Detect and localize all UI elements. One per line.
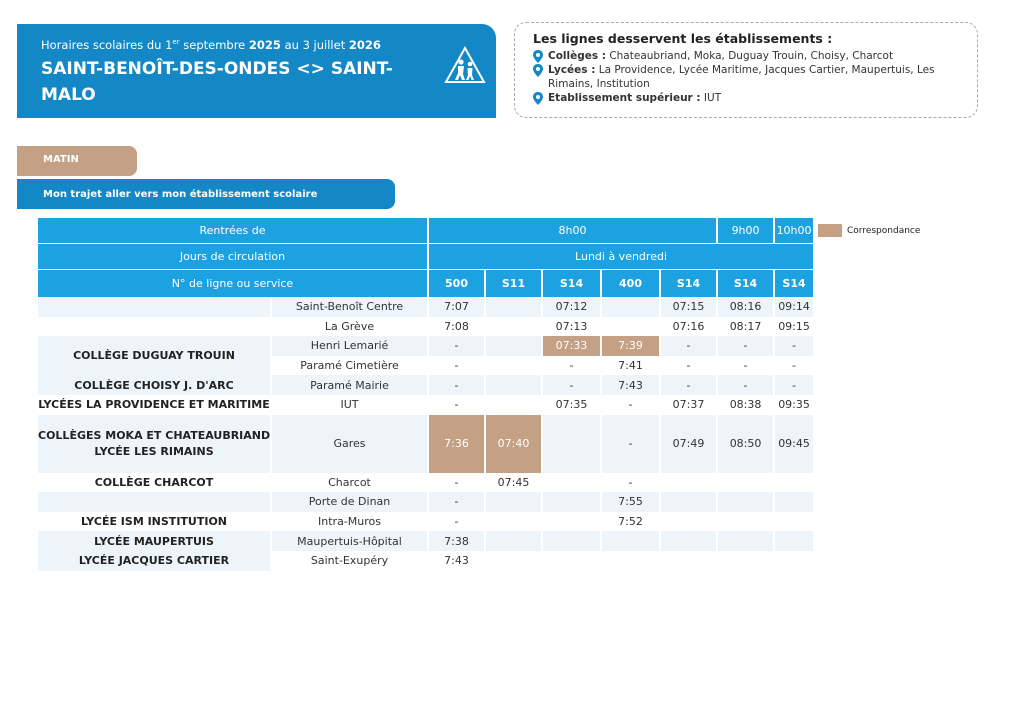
time-cell: 07:35 [555,398,588,412]
lycees-value: La Providence, Lycée Maritime, Jacques Cartier, Maupertuis, Les Rimains, Institution [548,64,935,90]
time-cell [486,492,541,512]
time-cell [775,531,813,551]
stop-name: Porte de Dinan [272,492,427,512]
time-cell: 7:52 [618,515,643,529]
time-cell: - [429,336,484,356]
table-row [38,415,813,473]
header-row-lignes [38,270,813,297]
school-providence: LYCÉES LA PROVIDENCE ET MARITIME [38,398,270,412]
time-cell-correspondance: 7:36 [429,415,484,473]
time-cell-correspondance: 07:40 [486,415,541,473]
table-row [38,531,813,551]
time-cell: 09:45 [775,415,813,473]
header-row-rentrees [38,218,813,244]
time-cell [718,512,773,532]
time-cell [718,492,773,512]
table-row [38,492,813,512]
line-number: S14 [775,270,813,297]
time-cell [543,531,600,551]
time-cell [661,531,716,551]
line-number: S14 [718,270,773,297]
school-moka-line1: COLLÈGES MOKA ET CHATEAUBRIAND [38,428,271,442]
school-moka-line2: LYCÉE LES RIMAINS [94,444,214,458]
stop-name: IUT [340,398,359,412]
time-cell: - [775,375,813,395]
location-pin-icon [533,92,543,105]
rentree-10h: 10h00 [775,218,813,244]
time-cell [486,551,541,571]
stop-name: Paramé Mairie [272,375,427,395]
school-children-icon [444,46,486,84]
time-cell: 7:41 [618,359,643,373]
time-cell: - [775,336,813,356]
time-cell: - [628,475,633,489]
time-cell: - [718,336,773,356]
table-row [38,336,813,356]
table-row [38,297,813,317]
time-cell [661,512,716,532]
time-cell: 09:35 [778,398,810,412]
time-cell: - [454,515,459,529]
time-cell [661,551,716,571]
time-cell: 7:08 [444,319,469,333]
time-cell [602,317,659,337]
time-cell [486,336,541,356]
time-cell [543,512,600,532]
location-pin-icon [533,50,543,63]
time-cell: - [429,375,484,395]
table-row [38,473,813,493]
time-cell: 08:50 [718,415,773,473]
school-cell [38,297,270,317]
time-cell [602,531,659,551]
time-cell: - [661,375,716,395]
table-row [38,395,813,415]
jours-value: Lundi à vendredi [429,244,813,270]
time-cell: 7:43 [602,375,659,395]
period-year-start: 2025 [248,38,281,52]
period-mid: septembre [179,38,249,52]
time-cell: 08:16 [718,297,773,317]
time-cell: 07:16 [672,319,705,333]
colleges-line [533,49,961,63]
period-sup: er [172,38,180,47]
legend [818,224,920,237]
table-row [38,375,813,395]
school-cell [38,317,270,337]
lycees-line [533,63,961,91]
line-number: S11 [486,270,541,297]
header-row-jours [38,244,813,270]
line-number: 500 [429,270,484,297]
time-cell [543,415,600,473]
school-choisy: COLLÈGE CHOISY J. D'ARC [38,375,270,395]
line-number: 400 [602,270,659,297]
trajet-heading: Mon trajet aller vers mon établissement scolaire [17,179,395,209]
time-cell: 07:12 [543,297,600,317]
schedule-table [36,218,815,571]
time-cell: - [543,375,600,395]
time-cell: 7:38 [429,531,484,551]
table-row [38,551,813,571]
school-moka [38,415,270,473]
time-cell [718,531,773,551]
time-cell: - [686,359,691,373]
stop-name: Henri Lemarié [272,336,427,356]
colleges-value: Chateaubriand, Moka, Duguay Trouin, Choisy, Charcot [605,50,894,62]
time-cell: 07:13 [555,319,588,333]
school-maupertuis: LYCÉE MAUPERTUIS [38,531,270,551]
school-cell [38,492,270,512]
stop-name: Gares [272,415,427,473]
time-cell: - [661,336,716,356]
time-cell: 07:49 [661,415,716,473]
colleges-label: Collèges : [548,50,606,62]
time-cell: 09:14 [775,297,813,317]
time-cell [486,395,541,415]
time-cell: - [602,415,659,473]
lycees-label: Lycées : [548,64,596,76]
time-cell [543,492,600,512]
school-charcot: COLLÈGE CHARCOT [94,475,214,489]
time-cell [718,551,773,571]
page-title: SAINT-BENOÎT-DES-ONDES <> SAINT-MALO [41,59,393,105]
schedule-period [41,38,472,52]
superieur-label: Etablissement supérieur : [548,92,701,104]
stop-name: Charcot [328,475,371,489]
table-row [38,317,813,337]
time-cell [775,473,813,493]
line-number: S14 [661,270,716,297]
time-cell: 07:37 [672,398,705,412]
legend-swatch [818,224,842,237]
time-cell [602,297,659,317]
label-ligne: N° de ligne ou service [38,270,427,297]
stop-name: Intra-Muros [318,515,381,529]
time-cell [486,317,541,337]
legend-label: Correspondance [847,225,921,236]
time-cell: - [454,475,459,489]
title-banner [17,24,496,118]
stop-name: Paramé Cimetière [300,359,399,373]
stop-name: La Grève [324,319,375,333]
time-cell [486,356,541,376]
time-cell: - [454,359,459,373]
rentree-9h: 9h00 [718,218,773,244]
time-cell: 08:38 [729,398,762,412]
time-cell: 09:15 [778,319,810,333]
table-row [38,512,813,532]
time-cell: - [454,398,459,412]
time-cell: 07:45 [497,475,530,489]
rentree-8h: 8h00 [429,218,716,244]
time-cell [661,473,716,493]
time-cell [775,492,813,512]
time-cell: - [429,492,484,512]
time-cell: - [628,398,633,412]
time-cell [602,551,659,571]
time-cell-correspondance: 7:39 [602,336,659,356]
time-cell [775,512,813,532]
time-cell: - [569,359,574,373]
location-pin-icon [533,64,543,77]
superieur-value: IUT [700,92,722,104]
label-rentrees: Rentrées de [38,218,427,244]
line-number: S14 [543,270,600,297]
period-mid2: au 3 juillet [280,38,349,52]
time-cell [486,531,541,551]
school-cartier: LYCÉE JACQUES CARTIER [38,551,270,571]
stop-name: Saint-Exupéry [310,554,389,568]
served-schools-box [514,22,978,118]
label-jours: Jours de circulation [38,244,427,270]
time-cell [661,492,716,512]
time-cell: 7:43 [444,554,469,568]
time-cell [775,551,813,571]
time-cell: - [743,359,748,373]
period-prefix: Horaires scolaires du 1 [41,38,173,52]
time-cell [486,375,541,395]
school-ism: LYCÉE ISM INSTITUTION [81,515,227,529]
time-cell [718,473,773,493]
matin-tab: MATIN [17,146,137,176]
stop-name: Maupertuis-Hôpital [272,531,427,551]
time-cell-correspondance: 07:33 [543,336,600,356]
time-cell: - [792,359,797,373]
school-duguay: COLLÈGE DUGUAY TROUIN [38,336,270,375]
time-cell [486,512,541,532]
time-cell: 08:17 [729,319,762,333]
time-cell: - [718,375,773,395]
stop-name: Saint-Benoît Centre [272,297,427,317]
time-cell [543,551,600,571]
period-year-end: 2026 [348,38,381,52]
time-cell: 7:55 [602,492,659,512]
time-cell: 7:07 [429,297,484,317]
time-cell [486,297,541,317]
time-cell [543,473,600,493]
superieur-line [533,91,961,105]
served-schools-heading: Les lignes desservent les établissements : [533,31,833,46]
time-cell: 07:15 [661,297,716,317]
